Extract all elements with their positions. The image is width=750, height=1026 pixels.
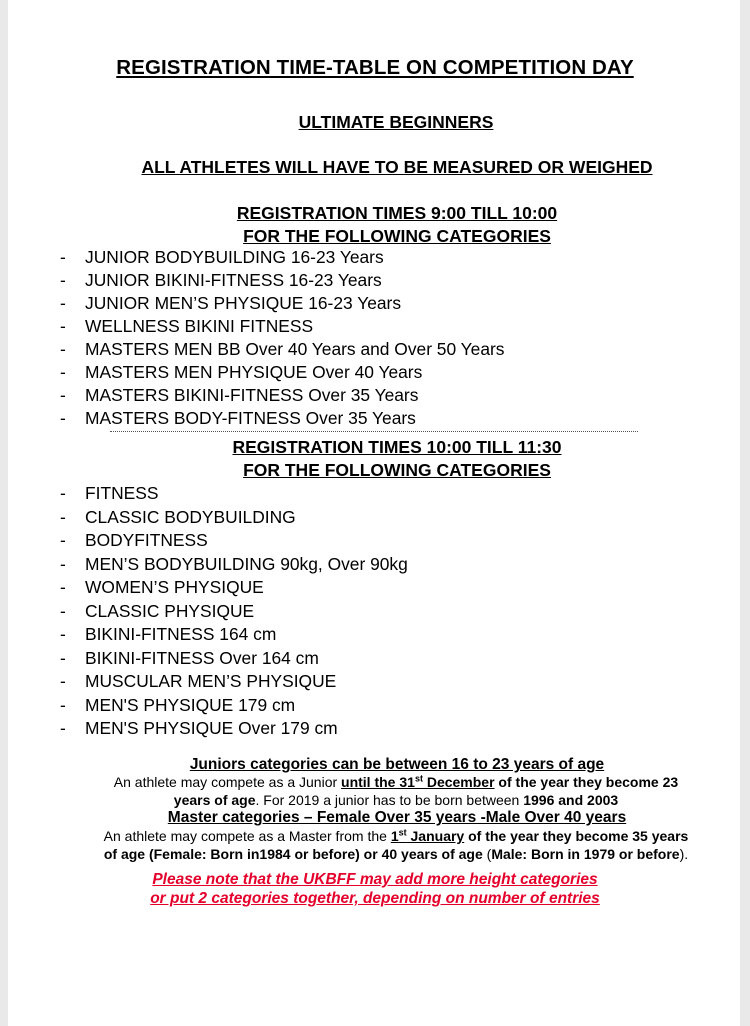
session1-time: REGISTRATION TIMES 9:00 TILL 10:00 xyxy=(236,203,558,223)
list-item: - CLASSIC PHYSIQUE xyxy=(60,600,255,621)
list-item: - JUNIOR MEN’S PHYSIQUE 16-23 Years xyxy=(60,293,402,313)
list-item: - MASTERS BODY-FITNESS Over 35 Years xyxy=(60,408,416,428)
list-item: - JUNIOR BIKINI-FITNESS 16-23 Years xyxy=(60,270,382,290)
session1-subtitle: FOR THE FOLLOWING CATEGORIES xyxy=(243,226,551,246)
list-item: - MEN’S BODYBUILDING 90kg, Over 90kg xyxy=(60,553,408,574)
masters-paragraph: An athlete may compete as a Master from the 1st January of the year they become 35 years of age (Female: Born in1984 or before) or 40 years of age (Male: Born in 1979 or before). xyxy=(103,827,689,862)
list-item: - JUNIOR BODYBUILDING 16-23 Years xyxy=(60,247,384,267)
session2-time: REGISTRATION TIMES 10:00 TILL 11:30 xyxy=(232,437,562,457)
list-item: - WELLNESS BIKINI FITNESS xyxy=(60,316,314,336)
list-item: - BIKINI-FITNESS 164 cm xyxy=(60,624,277,644)
list-item: - MUSCULAR MEN’S PHYSIQUE xyxy=(60,671,337,691)
juniors-paragraph: An athlete may compete as a Junior until the 31st December of the year they become 23 years of age. For 2019 a junior has to be born between 1996 and 2003 xyxy=(113,773,679,808)
section-divider xyxy=(110,431,638,432)
disclaimer-line-1: Please note that the UKBFF may add more height categories xyxy=(152,871,598,888)
juniors-heading: Juniors categories can be between 16 to 23 years of age xyxy=(189,756,605,773)
list-item: - WOMEN’S PHYSIQUE xyxy=(60,577,264,597)
list-item: - BIKINI-FITNESS Over 164 cm xyxy=(60,647,319,668)
list-item: - MASTERS MEN PHYSIQUE Over 40 Years xyxy=(60,362,423,382)
list-item: - MEN'S PHYSIQUE 179 cm xyxy=(60,694,296,715)
session2-subtitle: FOR THE FOLLOWING CATEGORIES xyxy=(243,460,551,480)
disclaimer-line-2: or put 2 categories together, depending on number of entries xyxy=(150,890,600,907)
list-item: - FITNESS xyxy=(60,483,159,503)
session2-category-list xyxy=(60,482,408,741)
list-item: - MEN'S PHYSIQUE Over 179 cm xyxy=(60,718,338,738)
page-title: REGISTRATION TIME-TABLE ON COMPETITION DAY xyxy=(116,56,634,79)
notice-heading: ALL ATHLETES WILL HAVE TO BE MEASURED OR WEIGHED xyxy=(141,157,653,177)
list-item: - BODYFITNESS xyxy=(60,530,208,550)
list-item: - CLASSIC BODYBUILDING xyxy=(60,506,296,527)
session1-category-list xyxy=(60,246,505,430)
masters-heading: Master categories – Female Over 35 years -Male Over 40 years xyxy=(167,809,627,826)
division-heading: ULTIMATE BEGINNERS xyxy=(298,112,494,132)
list-item: - MASTERS MEN BB Over 40 Years and Over 50 Years xyxy=(60,339,505,359)
list-item: - MASTERS BIKINI-FITNESS Over 35 Years xyxy=(60,385,419,405)
